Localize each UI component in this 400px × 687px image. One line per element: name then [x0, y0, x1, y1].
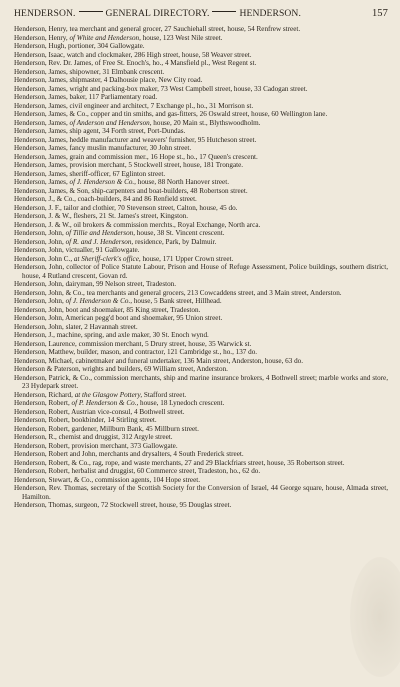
directory-entry — [14, 459, 388, 468]
header-titles — [14, 8, 301, 19]
entry-text: house, 18 Lynedoch crescent. — [138, 399, 225, 407]
directory-entry — [14, 153, 388, 162]
entry-text: Henderson, James, civil engineer and architect, 7 Exchange pl., ho., 31 Morrison st. — [14, 101, 254, 110]
directory-entry — [14, 127, 388, 136]
entry-text: Henderson, James, ship agent, 34 Forth street, Port-Dundas. — [14, 127, 186, 135]
entry-firm-italic: of P. Henderson & Co., — [71, 399, 139, 407]
entry-text: Henderson, Patrick, & Co., commission merchants, ship and marine insurance brokers, 4 Bothwell street; marble works and store, 23 Hydepark street. — [14, 373, 388, 390]
directory-entry — [14, 229, 388, 238]
directory-entry — [14, 187, 388, 196]
page-number: 157 — [371, 8, 388, 19]
entry-firm-italic: of J. Henderson & Co., — [69, 178, 136, 186]
entry-text: Henderson, James, wright and packing-box maker, 73 West Campbell street, house, 33 Cadogan street. — [14, 84, 308, 93]
entry-text: Henderson, James, fancy muslin manufacturer, 30 John street. — [14, 144, 192, 152]
entry-text: house, 5 Bank street, Hillhead. — [132, 297, 222, 305]
entry-text: Henderson, Robert, bookbinder, 14 Stirling street. — [14, 416, 157, 424]
directory-entries — [14, 25, 388, 510]
directory-entry — [14, 195, 388, 204]
entry-firm-italic: of J. Henderson & Co., — [65, 297, 133, 305]
entry-text: Henderson, Robert, — [14, 399, 72, 407]
entry-text: Henderson, J. & W., oil brokers & commission merchts., Royal Exchange, North arca. — [14, 220, 261, 229]
entry-text: Henderson, Henry, — [14, 33, 70, 42]
entry-text: Henderson, Robert, herbalist and druggist, 60 Commerce street, Tradeston, ho., 62 do. — [14, 467, 261, 475]
directory-entry — [14, 221, 388, 230]
entry-text: Henderson, Henry, tea merchant and general grocer, 27 Sauchiehall street, house, 54 Renfrew street. — [14, 25, 301, 33]
directory-entry — [14, 365, 388, 374]
entry-text: Henderson, J. F., tailor and clothier, 70 Stevenson street, Calton, house, 45 do. — [14, 203, 238, 212]
directory-entry — [14, 484, 388, 501]
entry-text: Henderson, John, slater, 2 Havannah street. — [14, 322, 138, 331]
directory-entry — [14, 297, 388, 306]
directory-entry — [14, 408, 388, 417]
directory-entry — [14, 433, 388, 442]
directory-entry — [14, 331, 388, 340]
entry-text: Henderson, Richard, — [14, 390, 75, 399]
directory-entry — [14, 59, 388, 68]
directory-entry — [14, 263, 388, 280]
directory-entry — [14, 161, 388, 170]
entry-text: Henderson, James, — [14, 178, 70, 186]
directory-entry — [14, 357, 388, 366]
entry-text: Henderson, R., chemist and druggist, 312 Argyle street. — [14, 433, 173, 441]
directory-entry — [14, 25, 388, 34]
entry-text: Henderson, Robert, & Co., rag, rope, and waste merchants, 27 and 29 Blackfriars street, house, 35 Robertson street. — [14, 458, 345, 467]
directory-entry — [14, 93, 388, 102]
directory-entry — [14, 306, 388, 315]
entry-text: Henderson, John, American pegg'd boot and shoemaker, 95 Union street. — [14, 314, 223, 322]
directory-entry — [14, 391, 388, 400]
directory-entry — [14, 467, 388, 476]
entry-text: Henderson, Thomas, surgeon, 72 Stockwell street, house, 95 Douglas street. — [14, 501, 232, 509]
entry-text: Henderson, John, — [14, 297, 66, 305]
header-rule — [79, 11, 103, 12]
entry-text: Henderson, Robert, provision merchant, 373 Gallowgate. — [14, 441, 178, 450]
directory-entry — [14, 501, 388, 510]
entry-text: house, 171 Upper Crown street. — [140, 254, 234, 263]
entry-text: Henderson, Rev. Thomas, secretary of the Scottish Society for the Conversion of Israel, 44 George square, house, Almada street, Hamilton. — [14, 484, 388, 501]
directory-entry — [14, 340, 388, 349]
entry-text: Henderson, John, dairyman, 99 Nelson street, Tradeston. — [14, 280, 177, 288]
entry-text: Henderson, James, — [14, 118, 70, 127]
directory-entry — [14, 255, 388, 264]
entry-text: Henderson, John, boot and shoemaker, 85 King street, Tradeston. — [14, 305, 201, 314]
entry-text: Henderson, Stewart, & Co., commission agents, 104 Hope street. — [14, 475, 201, 484]
directory-entry — [14, 280, 388, 289]
entry-text: Henderson, J., & Co., coach-builders, 84 and 86 Renfield street. — [14, 195, 197, 203]
directory-entry — [14, 348, 388, 357]
entry-text: Henderson & Paterson, wrights and builders, 69 William street, Anderston. — [14, 365, 228, 373]
entry-text: Henderson, John C., — [14, 254, 74, 263]
directory-entry — [14, 374, 388, 391]
directory-entry — [14, 68, 388, 77]
entry-text: Henderson, John, collector of Police Statute Labour, Prison and House of Refuge Assessment, Police buildings, southern district, house, 4 Rutland crescent, Govan rd. — [14, 263, 388, 280]
directory-entry — [14, 442, 388, 451]
entry-firm-italic: of Anderson and Henderson, — [69, 118, 152, 127]
entry-firm-italic: of Tillie and Henderson, — [65, 229, 136, 237]
header-rule — [212, 11, 236, 12]
directory-entry — [14, 399, 388, 408]
entry-text: Henderson, James, & Co., copper and tin smiths, and gas-fitters, 26 Oswald street, house, 60 Wellington lane. — [14, 110, 328, 118]
entry-text: Henderson, John, — [14, 229, 66, 237]
header-right-title: HENDERSON. — [239, 8, 301, 19]
entry-firm-italic: of R. and J. Henderson, — [65, 237, 134, 246]
entry-firm-italic: at the Glasgow Pottery, — [74, 390, 143, 399]
directory-entry — [14, 212, 388, 221]
directory-entry — [14, 136, 388, 145]
entry-text: Henderson, Hugh, portioner, 304 Gallowgate. — [14, 42, 145, 50]
entry-text: Henderson, Michael, cabinetmaker and funeral undertaker, 136 Main street, Anderston, house, 63 do. — [14, 356, 304, 365]
directory-entry — [14, 323, 388, 332]
entry-text: Henderson, James, baker, 117 Parliamentary road. — [14, 93, 158, 101]
directory-entry — [14, 450, 388, 459]
entry-text: Henderson, Robert, gardener, Millburn Bank, 45 Millburn street. — [14, 424, 199, 433]
directory-entry — [14, 110, 388, 119]
entry-text: residence, Park, by Dalmuir. — [133, 237, 217, 246]
directory-entry — [14, 204, 388, 213]
directory-entry — [14, 102, 388, 111]
entry-text: Henderson, John, & Co., tea merchants and general grocers, 213 Cowcaddens street, and 3 Main street, Anderston. — [14, 288, 342, 297]
header-center-title: GENERAL DIRECTORY. — [105, 8, 210, 19]
entry-text: Henderson, John, victualler, 91 Gallowgate. — [14, 246, 140, 254]
entry-text: Henderson, James, provision merchant, 5 Stockwell street, house, 181 Trongate. — [14, 161, 244, 169]
entry-text: Stafford street. — [142, 390, 187, 399]
entry-firm-italic: at Sheriff-clerk's office, — [73, 254, 141, 263]
directory-entry — [14, 289, 388, 298]
paper-stain — [350, 557, 400, 677]
entry-text: Henderson, J. & W., fleshers, 21 St. James's street, Kingston. — [14, 212, 189, 220]
directory-entry — [14, 178, 388, 187]
directory-entry — [14, 76, 388, 85]
entry-text: house, 38 St. Vincent crescent. — [135, 229, 225, 237]
running-header — [14, 8, 388, 19]
header-left-title: HENDERSON. — [14, 8, 76, 19]
entry-text: Henderson, James, shipowner, 31 Elmbank crescent. — [14, 67, 165, 76]
directory-entry — [14, 119, 388, 128]
directory-entry — [14, 34, 388, 43]
entry-text: house, 123 West Nile street. — [140, 33, 223, 42]
entry-text: Henderson, Rev. Dr. James, of Free St. Enoch's, ho., 4 Mansfield pl., West Regent st. — [14, 59, 257, 67]
directory-entry — [14, 42, 388, 51]
directory-entry — [14, 85, 388, 94]
entry-text: Henderson, Laurence, commission merchant, 5 Drury street, house, 35 Warwick st. — [14, 339, 252, 348]
entry-text: house, 20 Main st., Blythswoodholm. — [151, 118, 261, 127]
entry-text: Henderson, James, & Son, ship-carpenters and boat-builders, 48 Robertson street. — [14, 186, 248, 195]
directory-entry — [14, 416, 388, 425]
entry-firm-italic: of White and Henderson, — [69, 33, 141, 42]
entry-text: Henderson, James, shipmaster, 4 Dalhousie place, New City road. — [14, 76, 203, 84]
directory-entry — [14, 246, 388, 255]
entry-text: Henderson, James, sheriff-officer, 67 Eglinton street. — [14, 169, 166, 178]
entry-text: house, 88 North Hanover street. — [135, 178, 229, 186]
directory-entry — [14, 144, 388, 153]
directory-entry — [14, 314, 388, 323]
directory-entry — [14, 476, 388, 485]
entry-text: Henderson, Robert, Austrian vice-consul, 4 Bothwell street. — [14, 407, 185, 416]
entry-text: Henderson, Matthew, builder, mason, and contractor, 121 Cambridge st., ho., 137 do. — [14, 348, 258, 356]
directory-entry — [14, 238, 388, 247]
entry-text: Henderson, Isaac, watch and clockmaker, 286 High street, house, 58 Weaver street. — [14, 50, 252, 59]
entry-text: Henderson, James, grain and commission mer., 16 Hope st., ho., 17 Queen's crescent. — [14, 152, 258, 161]
entry-text: Henderson, John, — [14, 237, 66, 246]
entry-text: Henderson, Robert and John, merchants and drysalters, 4 South Frederick street. — [14, 450, 244, 458]
directory-entry — [14, 51, 388, 60]
directory-entry — [14, 425, 388, 434]
directory-entry — [14, 170, 388, 179]
entry-text: Henderson, J., machine, spring, and axle maker, 30 St. Enoch wynd. — [14, 331, 209, 339]
entry-text: Henderson, James, heddle manufacturer and weavers' furnisher, 95 Hutcheson street. — [14, 135, 257, 144]
